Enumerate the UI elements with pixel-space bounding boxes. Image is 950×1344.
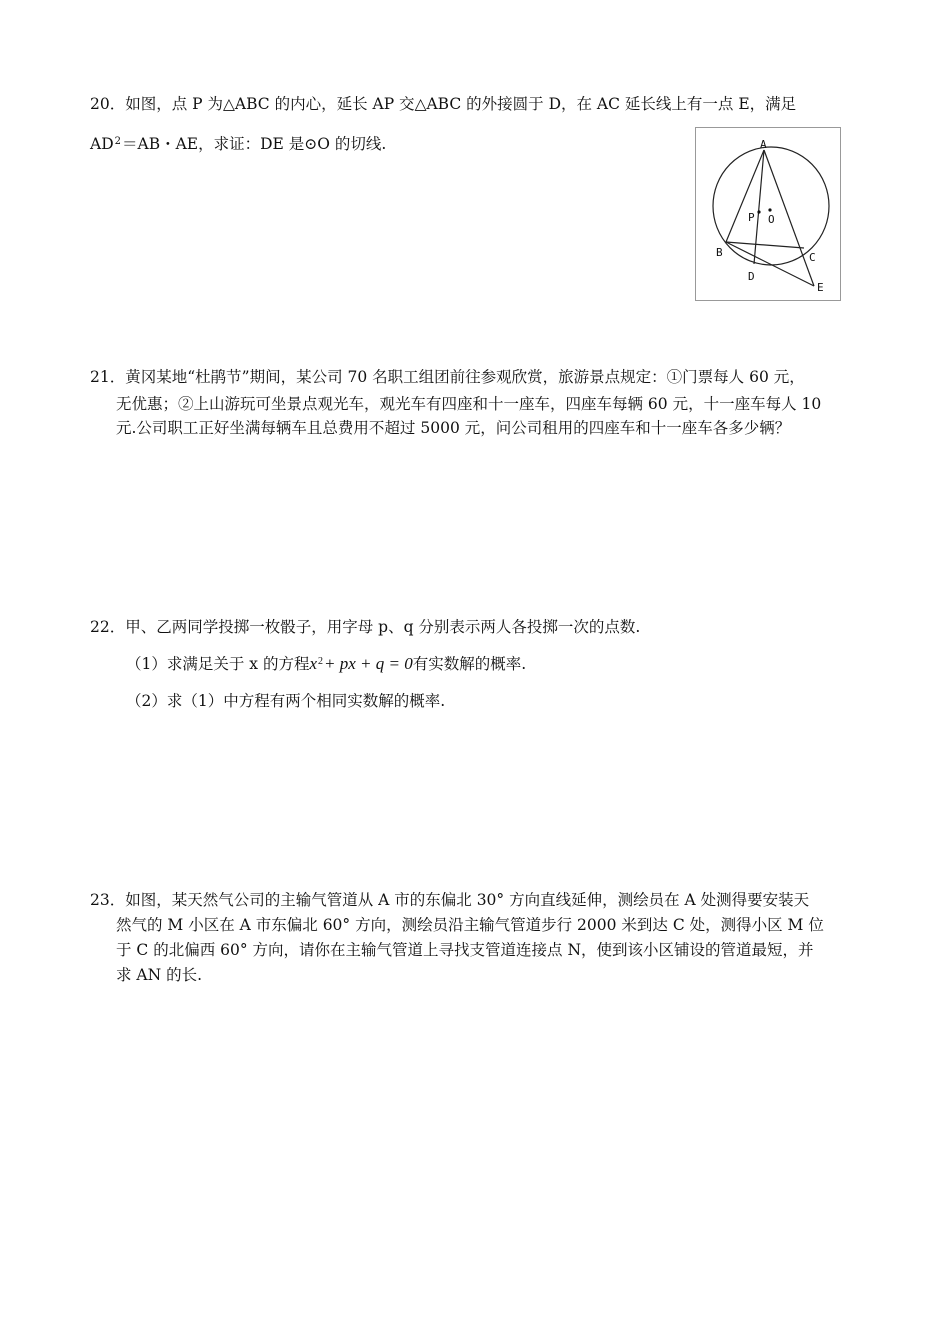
q22-line-1: 22．甲、乙两同学投掷一枚骰子，用字母 p、q 分别表示两人各投掷一次的点数.: [90, 618, 641, 636]
label-b: B: [716, 246, 723, 259]
q20-line-2: [90, 134, 386, 157]
q22-sub-1-pre: （1）求满足关于 x 的方程: [126, 655, 310, 673]
q20-line-2-post: ＝AB・AE，求证：DE 是⊙O 的切线.: [122, 135, 387, 153]
q21-line-2: 无优惠；②上山游玩可坐景点观光车，观光车有四座和十一座车，四座车每辆 60 元，十一座车每人 10: [116, 395, 822, 413]
q23-line-2: 然气的 M 小区在 A 市东偏北 60° 方向，测绘员沿主输气管道步行 2000 米到达 C 处，测得小区 M 位: [116, 916, 824, 934]
q22-sub-1-post: 有实数解的概率.: [412, 655, 527, 673]
point-o: [768, 208, 771, 211]
q20-geometry-figure: [695, 127, 841, 301]
label-o: O: [768, 213, 775, 226]
q20-exponent: 2: [114, 136, 121, 147]
segment-bc: [726, 242, 804, 248]
q20-line-1: 20．如图，点 P 为△ABC 的内心，延长 AP 交△ABC 的外接圆于 D，在 AC 延长线上有一点 E，满足: [90, 95, 797, 113]
label-p: P: [748, 211, 755, 224]
q22-sub-2: （2）求（1）中方程有两个相同实数解的概率.: [126, 692, 446, 710]
segment-ad: [754, 150, 764, 264]
q21-line-3: 元.公司职工正好坐满每辆车且总费用不超过 5000 元，问公司租用的四座车和十一座车各多少辆？: [116, 419, 791, 437]
label-d: D: [748, 270, 755, 283]
label-a: A: [760, 138, 767, 151]
q22-sub-1: [126, 654, 526, 677]
q22-equation-exponent: 2: [318, 656, 324, 667]
label-e: E: [817, 281, 824, 294]
q21-line-1: 21．黄冈某地“杜鹃节”期间，某公司 70 名职工组团前往参观欣赏，旅游景点规定：①门票每人 60 元，: [90, 368, 805, 386]
q23-line-1: 23．如图，某天然气公司的主输气管道从 A 市的东偏北 30° 方向直线延伸，测绘员在 A 处测得要安装天: [90, 891, 810, 909]
q22-equation: [309, 654, 412, 673]
q23-line-3: 于 C 的北偏西 60° 方向，请你在主输气管道上寻找支管道连接点 N，使到该小区铺设的管道最短，并: [116, 941, 814, 959]
q22-equation-x: x: [309, 654, 318, 673]
segment-ab: [726, 150, 764, 242]
circle-triangle-diagram: [696, 128, 840, 300]
circumcircle: [713, 147, 829, 265]
q20-line-2-pre: AD: [90, 135, 114, 153]
q23-line-4: 求 AN 的长.: [116, 966, 203, 984]
label-c: C: [809, 251, 816, 264]
point-p: [757, 210, 760, 213]
q22-equation-rest: + px + q = 0: [324, 654, 413, 673]
